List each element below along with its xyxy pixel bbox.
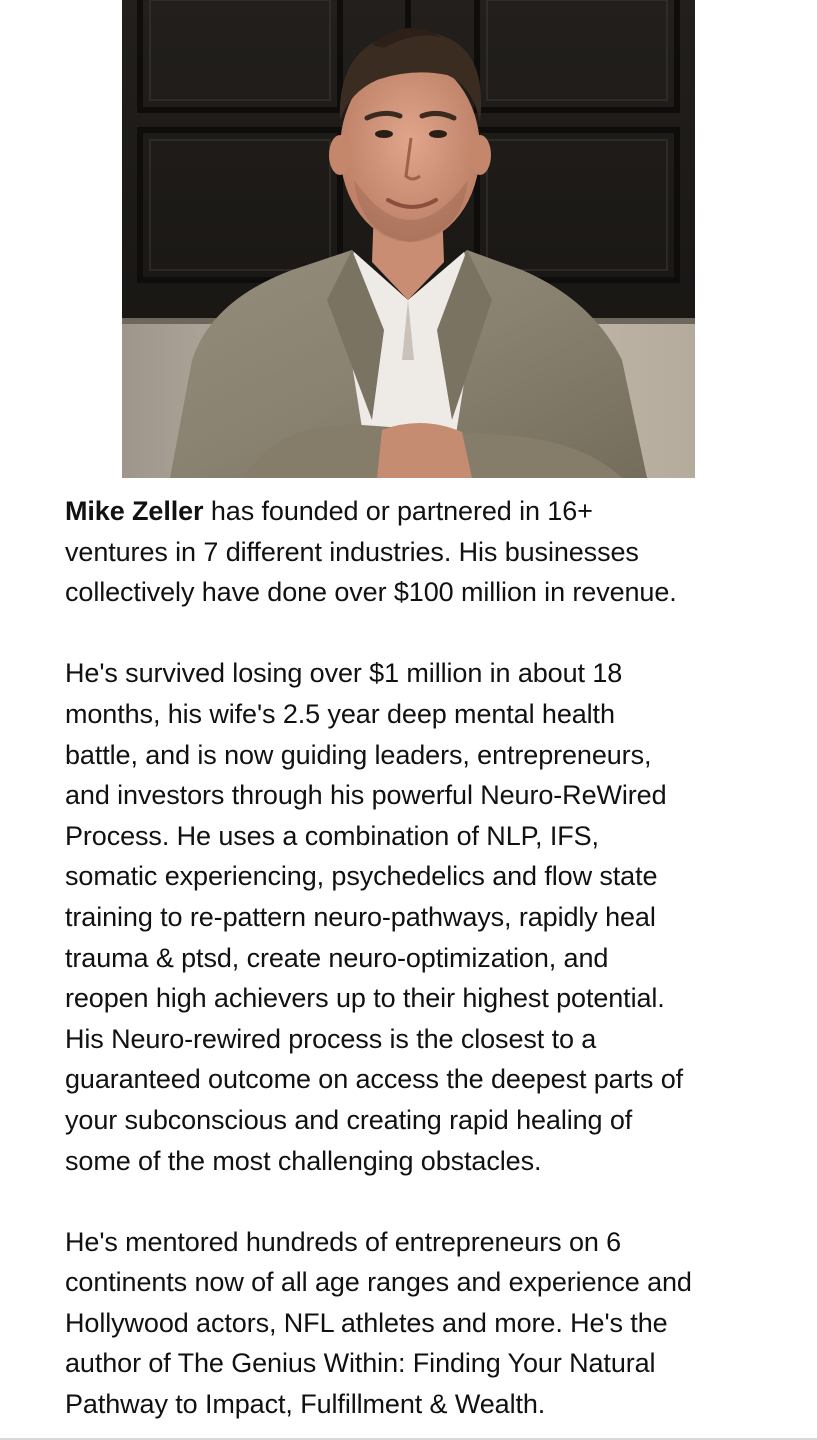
bio-name: Mike Zeller xyxy=(65,496,204,526)
portrait-illustration xyxy=(122,0,695,478)
bio-paragraph-3: He's mentored hundreds of entrepreneurs on 6 continents now of all age ranges and experience and Hollywood actors, NFL athletes and more. He's the author of The Genius Within: Finding Your Natural Pathway to Impact, Fulfillment & Wealth. xyxy=(65,1226,692,1420)
portrait-photo xyxy=(122,0,695,478)
bio-paragraph-2: He's survived losing over $1 million in about 18 months, his wife's 2.5 year deep mental health battle, and is now guiding leaders, entrepreneurs, and investors through his powerful Neuro-ReWired Process. He uses a combination of NLP, IFS, somatic experiencing, psychedelics and flow state training to re-pattern neuro-pathways, rapidly heal trauma & ptsd, create neuro-optimization, and reopen high achievers up to their highest potential. His Neuro-rewired process is the closest to a guaranteed outcome on access the deepest parts of your subconscious and creating rapid healing of some of the most challenging obstacles. xyxy=(65,658,684,1176)
bio-paragraph-1-text: has founded or partnered in 16+ ventures in 7 different industries. His businesses collectively have done over $100 million in revenue. xyxy=(65,496,677,608)
bio-paragraph-1 xyxy=(65,491,805,613)
bio-text xyxy=(65,491,805,1425)
